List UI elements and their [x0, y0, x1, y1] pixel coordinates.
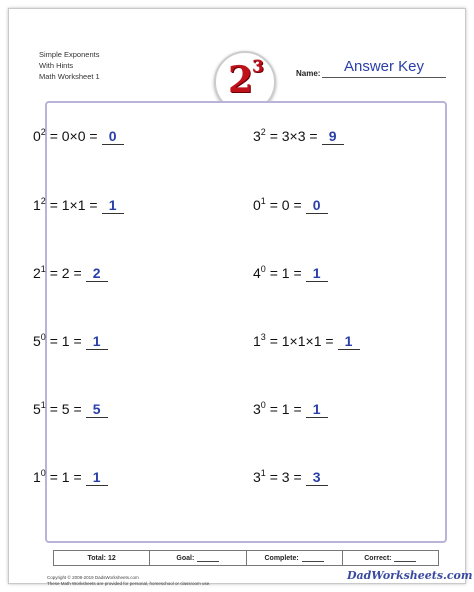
problem-10: [253, 400, 328, 418]
problem-base: 4: [253, 265, 261, 281]
badge-base: 2: [228, 59, 254, 101]
problem-answer: 9: [322, 129, 344, 145]
problem-base: 0: [253, 197, 261, 213]
problem-expression: = 1 =: [265, 265, 302, 281]
problem-expression: = 2 =: [45, 265, 82, 281]
problem-base: 1: [33, 197, 41, 213]
problem-expression: = 1 =: [45, 333, 82, 349]
problem-base: 3: [253, 401, 261, 417]
problem-9: [33, 400, 108, 418]
problem-11: [33, 468, 108, 486]
name-value: Answer Key: [343, 58, 425, 75]
problem-answer: 1: [306, 402, 328, 418]
copyright-line-1: Copyright © 2008-2019 DadsWorksheets.com: [47, 575, 139, 580]
score-goal-blank: [197, 555, 219, 562]
problem-exponent: 0: [260, 264, 266, 274]
score-total: [54, 551, 150, 565]
problem-exponent: 0: [260, 400, 266, 410]
problem-exponent: 1: [260, 468, 266, 478]
problem-base: 3: [253, 469, 261, 485]
site-logo: DadWorksheets.com: [347, 569, 473, 582]
problem-answer: 1: [86, 470, 108, 486]
problem-exponent: 0: [40, 332, 46, 342]
problem-12: [253, 468, 328, 486]
problem-answer: 1: [338, 334, 360, 350]
problem-6: [253, 264, 328, 282]
score-goal-label: Goal:: [176, 554, 195, 562]
problem-8: [253, 332, 360, 350]
score-goal: [150, 551, 246, 565]
problem-base: 1: [253, 333, 261, 349]
worksheet-meta: [39, 49, 100, 82]
problem-expression: = 5 =: [45, 401, 82, 417]
copyright-line-2: These Math Worksheets are provided for personal, homeschool or classroom use.: [47, 581, 211, 586]
score-correct-blank: [394, 555, 416, 562]
problem-answer: 0: [306, 198, 328, 214]
score-complete: [247, 551, 343, 565]
problem-answer: 5: [86, 402, 108, 418]
problem-2: [253, 127, 344, 145]
problem-answer: 0: [102, 129, 124, 145]
score-complete-label: Complete:: [264, 554, 299, 562]
problem-base: 3: [253, 128, 261, 144]
problem-expression: = 3×3 =: [265, 128, 318, 144]
problem-base: 1: [33, 469, 41, 485]
problem-expression: = 0 =: [265, 197, 302, 213]
problem-expression: = 1×1×1 =: [265, 333, 334, 349]
problem-exponent: 1: [40, 264, 46, 274]
problem-answer: 1: [102, 198, 124, 214]
score-correct-label: Correct:: [364, 554, 392, 562]
score-complete-blank: [302, 555, 324, 562]
problem-answer: 1: [306, 266, 328, 282]
worksheet-page: [8, 8, 473, 586]
problem-exponent: 2: [260, 127, 266, 137]
name-label: Name:: [296, 69, 321, 78]
problem-answer: 2: [86, 266, 108, 282]
problem-base: 0: [33, 128, 41, 144]
problem-4: [253, 196, 328, 214]
problem-3: [33, 196, 124, 214]
problem-base: 5: [33, 401, 41, 417]
problem-exponent: 0: [40, 468, 46, 478]
problem-answer: 3: [306, 470, 328, 486]
problem-base: 2: [33, 265, 41, 281]
problem-expression: = 0×0 =: [45, 128, 98, 144]
problem-base: 5: [33, 333, 41, 349]
problem-expression: = 1×1 =: [45, 197, 98, 213]
problem-expression: = 1 =: [265, 401, 302, 417]
problem-exponent: 3: [260, 332, 266, 342]
problem-exponent: 1: [260, 196, 266, 206]
problem-expression: = 3 =: [265, 469, 302, 485]
copyright-notice: [47, 575, 211, 587]
meta-line-1: Simple Exponents: [39, 50, 100, 59]
problem-exponent: 2: [40, 127, 46, 137]
problem-answer: 1: [86, 334, 108, 350]
problem-7: [33, 332, 108, 350]
problem-exponent: 1: [40, 400, 46, 410]
name-field: [322, 57, 446, 78]
meta-line-3: Math Worksheet 1: [39, 72, 100, 81]
score-total-label: Total: 12: [87, 554, 116, 562]
badge-exponent: 3: [252, 57, 264, 77]
score-correct: [343, 551, 438, 565]
problem-1: [33, 127, 124, 145]
problem-5: [33, 264, 108, 282]
problem-expression: = 1 =: [45, 469, 82, 485]
meta-line-2: With Hints: [39, 61, 74, 70]
score-bar: [53, 550, 439, 566]
problem-exponent: 2: [40, 196, 46, 206]
